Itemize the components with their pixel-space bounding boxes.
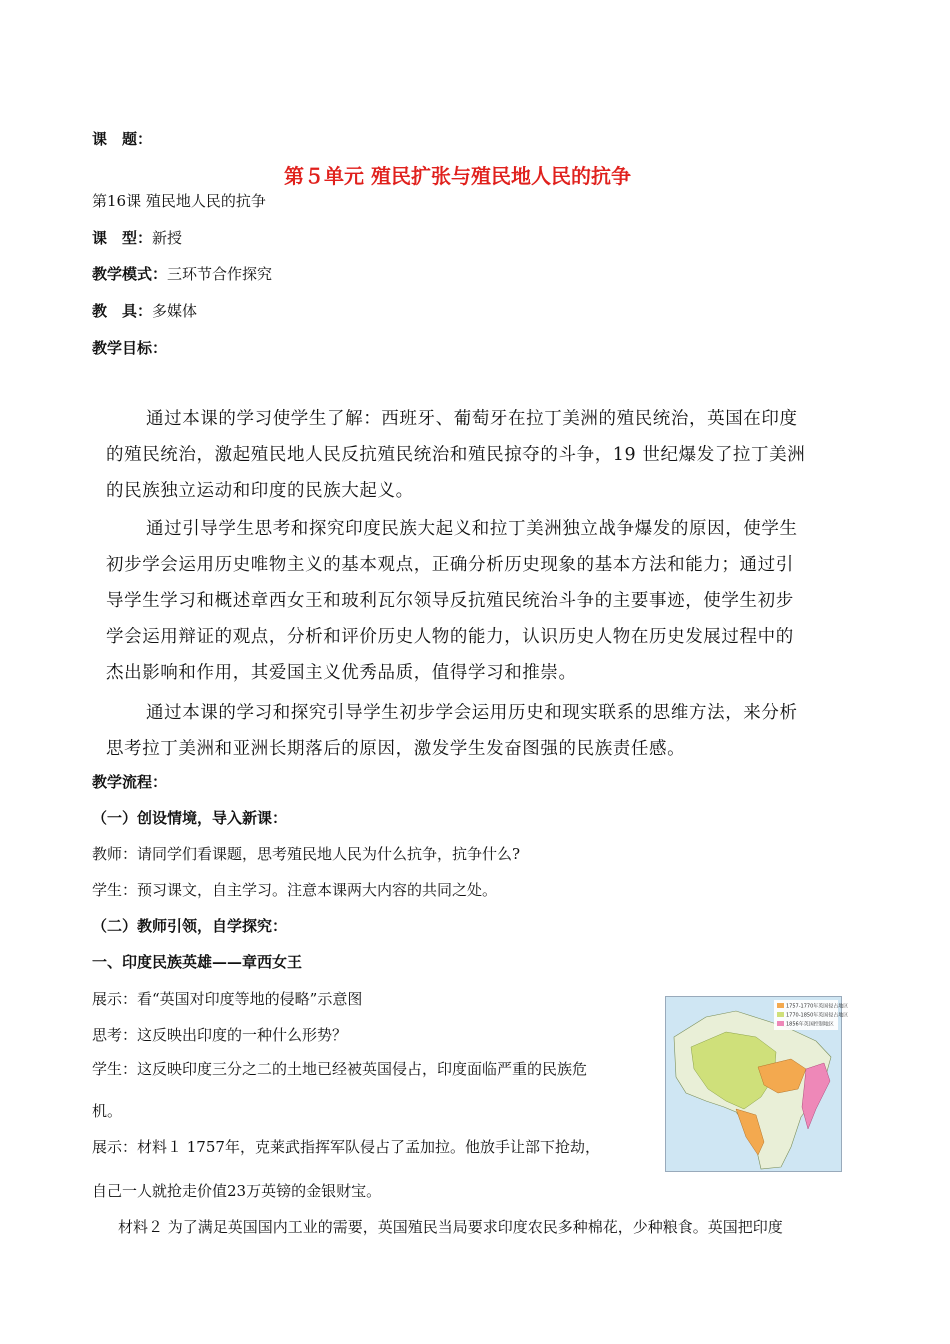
step-two-heading: （二）教师引领，自学探究： xyxy=(92,917,288,935)
objective-line: 学会运用辩证的观点，分析和评价历史人物的能力，认识历史人物在历史发展过程中的 xyxy=(106,627,794,647)
legend-swatch-early xyxy=(777,1003,784,1008)
objective-line: 的殖民统治，激起殖民地人民反抗殖民统治和殖民掠夺的斗争，19 世纪爆发了拉丁美洲 xyxy=(106,445,806,465)
unit-title: 第５单元 殖民扩张与殖民地人民的抗争 xyxy=(284,164,631,188)
objective-line: 初步学会运用历史唯物主义的基本观点，正确分析历史现象的基本方法和能力；通过引 xyxy=(106,555,794,575)
legend-label-late: 1856年英国控制地区 xyxy=(786,1021,834,1028)
student-line: 学生：预习课文，自主学习。注意本课两大内容的共同之处。 xyxy=(92,881,498,899)
teaching-mode-value: 三环节合作探究 xyxy=(167,265,273,283)
lesson-line: 第16课 殖民地人民的抗争 xyxy=(92,192,266,210)
answer-line-end: 机。 xyxy=(92,1102,123,1120)
objective-line: 思考拉丁美洲和亚洲长期落后的原因，激发学生发奋图强的民族责任感。 xyxy=(106,739,686,759)
teaching-tools-label: 教 具： xyxy=(92,302,153,320)
legend-swatch-late xyxy=(777,1021,784,1026)
answer-line: 学生：这反映印度三分之二的土地已经被英国侵占，印度面临严重的民族危 xyxy=(92,1060,588,1078)
material-one-line: 展示：材料１ 1757年，克莱武指挥军队侵占了孟加拉。他放手让部下抢劫， xyxy=(92,1138,600,1156)
process-label: 教学流程： xyxy=(92,773,168,791)
objective-line: 的民族独立运动和印度的民族大起义。 xyxy=(106,481,414,501)
think-line: 思考：这反映出印度的一种什么形势？ xyxy=(92,1026,348,1044)
legend-label-mid: 1770-1850年英国侵占地区 xyxy=(786,1012,849,1019)
material-two-line: 材料２ 为了满足英国国内工业的需要，英国殖民当局要求印度农民多种棉花，少种粮食。英国把印度 xyxy=(118,1218,783,1236)
teaching-mode-label: 教学模式： xyxy=(92,265,168,283)
lesson-type-row xyxy=(92,227,182,248)
step-one-heading: （一）创设情境，导入新课： xyxy=(92,809,288,827)
lesson-type-label: 课 型： xyxy=(92,229,153,247)
legend-label-early: 1757-1770年英国侵占地区 xyxy=(786,1003,849,1010)
objective-line: 通过引导学生思考和探究印度民族大起义和拉丁美洲独立战争爆发的原因，使学生 xyxy=(146,519,798,539)
map-graphic xyxy=(666,997,849,1171)
topic-label: 课 题： xyxy=(92,130,153,148)
show-map-line: 展示：看“英国对印度等地的侵略”示意图 xyxy=(92,990,363,1008)
india-invasion-map xyxy=(665,996,849,1172)
teacher-line: 教师：请同学们看课题，思考殖民地人民为什么抗争，抗争什么? xyxy=(92,845,521,863)
objective-line: 杰出影响和作用，其爱国主义优秀品质，值得学习和推崇。 xyxy=(106,663,577,683)
material-one-line-end: 自己一人就抢走价值23万英镑的金银财宝。 xyxy=(92,1182,382,1200)
teaching-mode-row xyxy=(92,263,272,284)
teaching-tools-value: 多媒体 xyxy=(152,302,198,320)
objective-line: 通过本课的学习和探究引导学生初步学会运用历史和现实联系的思维方法，来分析 xyxy=(146,703,798,723)
teaching-tools-row xyxy=(92,300,197,321)
section-heading: 一、印度民族英雄——章西女王 xyxy=(92,953,303,971)
objective-line: 导学生学习和概述章西女王和玻利瓦尔领导反抗殖民统治斗争的主要事迹，使学生初步 xyxy=(106,591,794,611)
legend-swatch-mid xyxy=(777,1012,784,1017)
lesson-type-value: 新授 xyxy=(152,229,183,247)
objective-line: 通过本课的学习使学生了解：西班牙、葡萄牙在拉丁美洲的殖民统治，英国在印度 xyxy=(146,409,798,429)
goals-label: 教学目标： xyxy=(92,339,168,357)
